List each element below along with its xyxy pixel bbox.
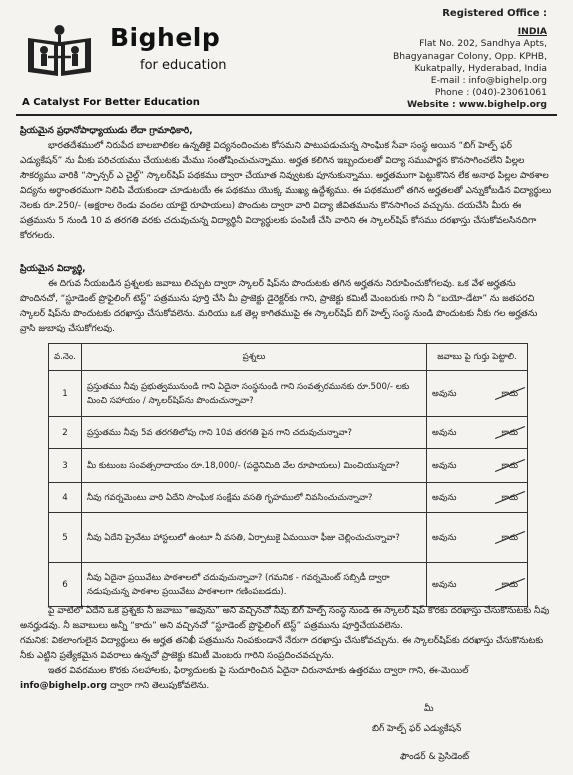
- contact-text-end: ద్వారా గాని తెలుపుకోవలెను.: [109, 681, 210, 691]
- table-row: [49, 563, 528, 607]
- brand-subtitle: for education: [140, 58, 227, 73]
- answer-no: కాదు: [501, 532, 518, 543]
- answer-yes: అవును: [432, 492, 457, 503]
- answer-no: కాదు: [501, 388, 518, 399]
- office-email: E-mail : info@bighelp.org: [430, 75, 547, 87]
- row-answer: [427, 371, 528, 417]
- row-question: ప్రస్తుతము నీవు ప్రభుత్వమునుండి గాని ఏదైనా సంస్థనుండి గాని సంవత్సరమునకు రూ.500/- లకు మించి సహాయం / స్కాలర్‌షిప్‌ను పొందుచున్నావా?: [82, 371, 427, 417]
- row-answer: [427, 417, 528, 449]
- table-row: [49, 483, 528, 513]
- book-logo-icon: [22, 20, 97, 78]
- row-question: నీవు గవర్నమెంటు వారి ఏదేని సాంఘిక సంక్షేమ వసతి గృహములో నివసించుచున్నావా?: [82, 483, 427, 513]
- office-line: Bhagyanagar Colony, Opp. KPHB,: [392, 50, 547, 62]
- answer-yes: అవును: [432, 427, 457, 438]
- office-line: Kukatpally, Hyderabad, India: [414, 62, 547, 74]
- greeting-headmaster: ప్రియమైన ప్రధానోపాధ్యాయుడు లేదా గ్రామాధికారి,: [20, 126, 193, 136]
- office-label: Registered Office :: [442, 8, 547, 19]
- table-row: [49, 449, 528, 483]
- signature-organization: బిగ్ హెల్ప్ ఫర్ ఎడ్యుకేషన్: [372, 724, 462, 734]
- answer-no: కాదు: [501, 579, 518, 590]
- answer-yes: అవును: [432, 532, 457, 543]
- answer-no-marked: [498, 531, 523, 545]
- paragraph-note: గమనిక: వికలాంగులైన విద్యార్థులు ఈ అర్హత తనిఖీ పత్రమును నింపకుండానే నేరుగా దరఖాస్తు చేసుకోవచ్చును. ఈ స్కాలర్‌షిప్‌కు దరఖాస్తు చేసుకొనుటకు నీకు ఎట్టిని ప్రత్యేకమైన వివరాలు ఉన్నచో ప్రాజెక్టు కమిటీ మెంబరు గారిని సంప్రదించవచ్చును.: [20, 636, 544, 661]
- row-number: 5: [49, 513, 82, 563]
- answer-no-marked: [498, 491, 523, 505]
- paragraph-contact: [20, 664, 555, 694]
- row-question: ప్రస్తుతము నీవు 5వ తరగతిలోపు గాని 10వ తరగతి పైన గాని చదువుచున్నావా?: [82, 417, 427, 449]
- greeting-student: ప్రియమైన విద్యార్థి,: [20, 264, 86, 274]
- row-question: నీవు ఏదైనా ప్రయివేటు పాఠశాలలో చదువుచున్నావా? (గమనిక - గవర్నమెంట్ సబ్సిడీ ద్వారా నడుపుచున్న పాఠశాల ప్రయివేటు పాఠశాలగా గణింపబడదు).: [82, 563, 427, 607]
- registered-office: [327, 8, 547, 112]
- letter-section-3: [20, 604, 555, 694]
- row-number: 6: [49, 563, 82, 607]
- header-questions: ప్రశ్నలు: [82, 344, 427, 371]
- paragraph-eligibility-result: పై వాటిలో ఏదేని ఒక ప్రశ్నకు నీ జవాబు “అవును” అని వచ్చినచో నీవు బిగ్ హెల్ప్ సంస్థ నుండి ఈ స్కాలర్ షిప్ కొరకు దరఖాస్తు చేసుకొనుటకు నీవు అనర్హుడవు. నీ జవాబులు అన్నీ “కాదు” అని వచ్చినచో “స్టూడెంట్ ప్రొఫైలింగ్ టెస్ట్” పత్రమును పూర్తిచేయవలెను.: [20, 606, 550, 631]
- row-number: 1: [49, 371, 82, 417]
- answer-no-marked: [498, 426, 523, 440]
- answer-yes: అవును: [432, 460, 457, 471]
- row-number: 2: [49, 417, 82, 449]
- signature-salutation: మీ: [424, 704, 434, 714]
- contact-email-link[interactable]: info@bighelp.org: [20, 681, 108, 691]
- office-line: Flat No. 202, Sandhya Apts,: [419, 38, 547, 50]
- eligibility-table: [48, 343, 528, 607]
- answer-no-marked: [498, 459, 523, 473]
- answer-yes: అవును: [432, 579, 457, 590]
- answer-no: కాదు: [501, 492, 518, 503]
- answer-no: కాదు: [501, 427, 518, 438]
- answer-no-marked: [498, 387, 523, 401]
- row-answer: [427, 563, 528, 607]
- contact-text: ఇతర వివరముల కొరకు సలహాలకు, ఫిర్యాదులకు పై సుదూరించిన ఏదైనా చిరునామాకు ఉత్తరము ద్వారా గాని, ఈ-మెయిల్: [48, 666, 469, 676]
- letter-section-1: [20, 124, 555, 244]
- row-answer: [427, 483, 528, 513]
- row-number: 3: [49, 449, 82, 483]
- header-divider: [16, 114, 557, 116]
- row-question: నీవు ఏదేని ప్రైవేటు హాస్టలులో ఉంటూ నీ వసతి, ఏర్పాటుకై ఏమయినా ఫీజు చెల్లించుచున్నావా?: [82, 513, 427, 563]
- brand-name: Bighelp: [110, 23, 221, 52]
- table-row: [49, 371, 528, 417]
- paragraph-intro: భారతదేశములో నిరుపేద బాలబాలికల ఉన్నతికై విద్యనందించుట కోసమని పాటుపడుచున్న సాంఘిక సేవా సంస్థ అయిన “బిగ్ హెల్ప్ ఫర్ ఎడ్యుకేషన్” ను మీకు పరిచయము చేయుటకు మేము సంతోషించుచున్నాము. అర్హత కలిగిన ఇబ్బందులతో విద్యా సముపార్జన కొనసాగించలేని పిల్లల సౌకర్యము వారికి “స్పాన్సర్ ఎ చైల్డ్” స్కాలర్‌షిప్ పథకము ద్వారా చేయూత నివ్వుటకు పూనుకున్నాము. అర్హతముగా పెట్టుకొనిన లేక అనాథ పిల్లల పాఠశాల విద్యను అర్ధాంతరముగా నిలిపి వేయకుండా చూడుటయే ఈ పథకము యొక్క ముఖ్య ఉద్దేశ్యము. ఈ పథకములో తగిన అర్హతలతో ఎన్నుకోబడిన విద్యార్థులు నెలకు రూ.250/- (అక్షరాల రెండు వందల యాభై రూపాయలు) పొందుట ద్వారా వారి విద్యా జీవితమును కొనసాగించ వచ్చును. దయచేసి మీరు ఈ పత్రమును 5 నుండి 10 వ తరగతి వరకు చదువుచున్న విద్యార్థినీ విద్యార్థులకు పంపిణీ చేసి వారిని ఈ స్కాలర్‌షిప్ కోసము దరఖాస్తు చేసుకోవలసినదిగా కోరగలరు.: [20, 141, 552, 241]
- office-country: INDIA: [517, 26, 547, 38]
- office-website: Website : www.bighelp.org: [406, 99, 547, 111]
- header-number: వ.నెం.: [49, 344, 82, 371]
- row-question: మీ కుటుంబ సంవత్సరాదాయం రూ.18,000/- (పద్దెనిమిది వేల రూపాయలు) మించియున్నదా?: [82, 449, 427, 483]
- row-answer: [427, 449, 528, 483]
- tagline: A Catalyst For Better Education: [22, 97, 200, 108]
- paragraph-instructions: ఈ దిగువ నీయబడిన ప్రశ్నలకు జవాబు లిచ్చుట ద్వారా స్కాలర్ షిప్‌ను పొందుటకు తగిన అర్హతను నిరూపించుకోగలవు. ఒక వేళ అర్హతను పొందినచో, “స్టూడెంట్ ప్రొఫైలింగ్ టెస్ట్” పత్రమును పూర్తి చేసి మీ ప్రాజెక్టు డైరెక్టర్‌కు గాని, ప్రాజెక్టు కమిటీ మెంబరుకు గాని నీ “బయో-డేటా” ను జతపరచి స్కాలర్ షిప్‌ను పొందుటకు దరఖాస్తు చేసుకోవలెను. మరియు ఒక తెల్ల కాగితముపై ఈ స్కాలర్‌షిప్ బిగ్ హెల్ప్ సంస్థ నుండి పొందుటకు నీకు గల అర్హతను వ్రాసి జుబాపు చేసుకోగలవు.: [20, 279, 538, 334]
- row-answer: [427, 513, 528, 563]
- letter-section-2: [20, 262, 555, 337]
- table-row: [49, 513, 528, 563]
- header-answer: జవాబు పై గుర్తు పెట్టాలి.: [427, 344, 528, 371]
- answer-yes: అవును: [432, 388, 457, 399]
- row-number: 4: [49, 483, 82, 513]
- office-phone: Phone : (040)-23061061: [434, 87, 547, 99]
- answer-no: కాదు: [501, 460, 518, 471]
- table-row: [49, 417, 528, 449]
- signature-title: ఫౌండర్ & ప్రెసిడెంట్: [400, 752, 470, 762]
- answer-no-marked: [498, 578, 523, 592]
- table-header-row: [49, 344, 528, 371]
